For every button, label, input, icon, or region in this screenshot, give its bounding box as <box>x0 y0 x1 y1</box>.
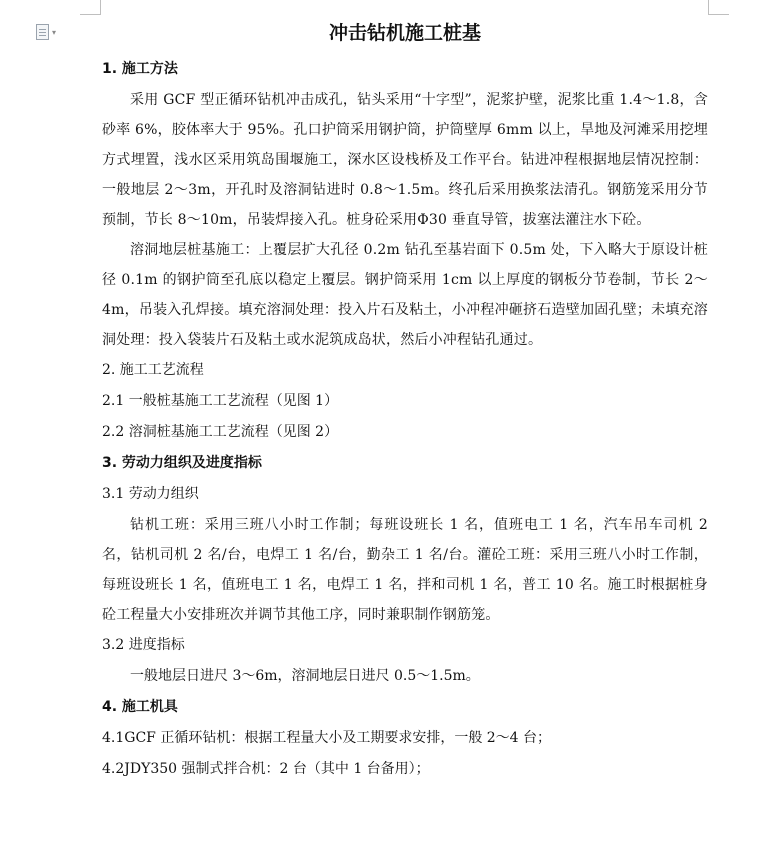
paragraph-progress-index: 一般地层日进尺 3～6m，溶洞地层日进尺 0.5～1.5m。 <box>130 668 480 684</box>
section-heading-3: 3. 劳动力组织及进度指标 <box>102 455 262 471</box>
page-corner-mark-right <box>708 0 729 15</box>
list-item-2-1: 2.1 一般桩基施工工艺流程（见图 1） <box>102 393 339 409</box>
subheading-3-2: 3.2 进度指标 <box>102 637 185 653</box>
subheading-3-1: 3.1 劳动力组织 <box>102 486 199 502</box>
document-page <box>102 18 708 785</box>
document-title: 冲击钻机施工桩基 <box>328 22 481 44</box>
document-icon <box>36 24 49 40</box>
paragraph-labor-organization: 钻机工班：采用三班八小时工作制；每班设班长 1 名，值班电工 1 名，汽车吊车司机 2 名，钻机司机 2 名/台，电焊工 1 名/台，勤杂工 1 名/台。灌砼工班：采用三班八小时工作制，每班设班长 1 名，值班电工 1 名，电焊工 1 名，拌和司机 1 名，普工 10 名。施工时根据桩身砼工程量大小安排班次并调节其他工序，同时兼职制作钢筋笼。 <box>102 517 708 623</box>
section-heading-2: 2. 施工工艺流程 <box>102 362 204 378</box>
list-item-4-1: 4.1GCF 正循环钻机：根据工程量大小及工期要求安排，一般 2～4 台； <box>102 730 552 746</box>
paragraph-karst-pile: 溶洞地层桩基施工：上覆层扩大孔径 0.2m 钻孔至基岩面下 0.5m 处，下入略大于原设计桩径 0.1m 的钢护筒至孔底以稳定上覆层。钢护筒采用 1cm 以上厚度的钢板分节卷制，节长 2～4m，吊装入孔焊接。填充溶洞处理：投入片石及粘土，小冲程冲砸挤石造壁加固孔壁；未填充溶洞处理：投入袋装片石及粘土或水泥筑成岛状，然后小冲程钻孔通过。 <box>102 242 708 348</box>
list-item-2-2: 2.2 溶洞桩基施工工艺流程（见图 2） <box>102 424 339 440</box>
page-corner-mark-left <box>80 0 101 15</box>
list-item-4-2: 4.2JDY350 强制式拌合机：2 台（其中 1 台备用）； <box>102 761 430 777</box>
paragraph-construction-method: 采用 GCF 型正循环钻机冲击成孔，钻头采用“十字型”，泥浆护壁，泥浆比重 1.4～1.8，含砂率 6%，胶体率大于 95%。孔口护筒采用钢护筒，护筒壁厚 6mm 以上，旱地及河滩采用挖埋方式埋置，浅水区采用筑岛围堰施工，深水区设栈桥及工作平台。钻进冲程根据地层情况控制：一般地层 2～3m，开孔时及溶洞钻进时 0.8～1.5m。终孔后采用换浆法清孔。钢筋笼采用分节预制，节长 8～10m，吊装焊接入孔。桩身砼采用Φ30 垂直导管，拔塞法灌注水下砼。 <box>102 92 708 228</box>
section-heading-4: 4. 施工机具 <box>102 699 178 715</box>
document-menu[interactable] <box>36 24 56 40</box>
dropdown-caret-icon: ▾ <box>52 27 57 37</box>
section-heading-1: 1. 施工方法 <box>102 61 178 77</box>
